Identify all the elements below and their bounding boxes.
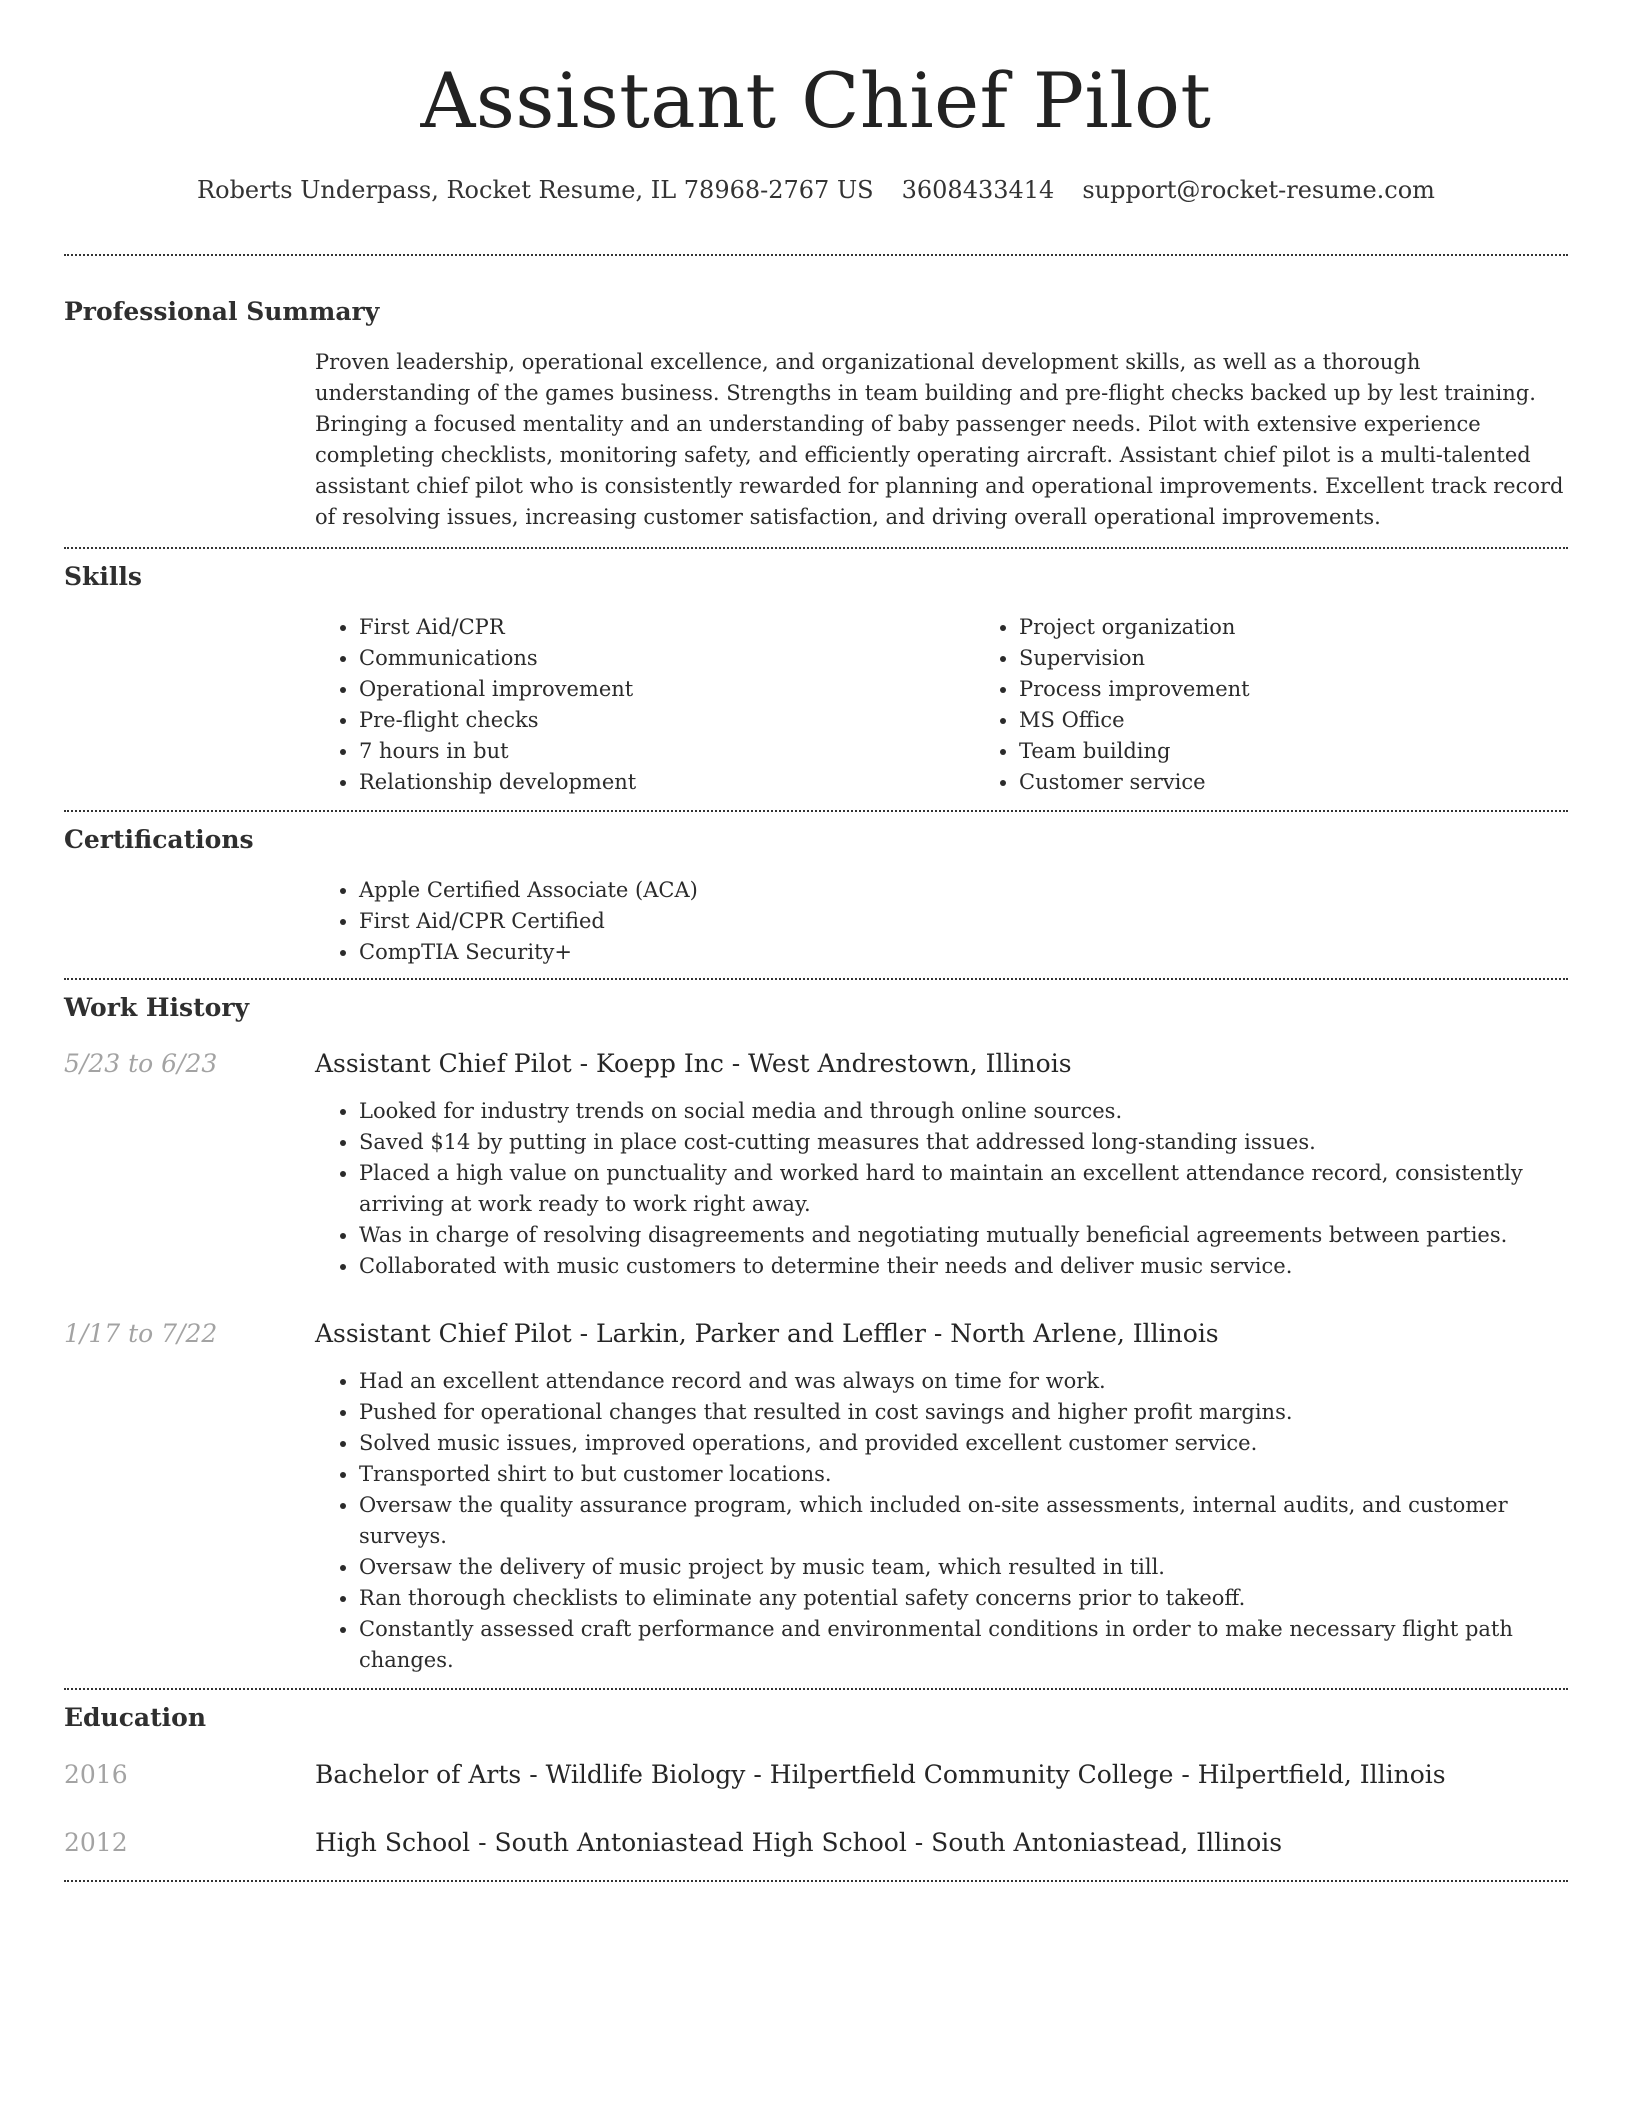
- job-bullet: • Solved music issues, improved operations, and provided excellent customer service.: [359, 1428, 1568, 1459]
- job-bullets: [315, 1366, 1568, 1676]
- education-text: Bachelor of Arts - Wildlife Biology - Hilpertfield Community College - Hilpertfield, Illinois: [315, 1760, 1446, 1789]
- contact-email: support@rocket-resume.com: [1082, 176, 1435, 204]
- skills-column-right: [975, 612, 1632, 798]
- resume-name: Assistant Chief Pilot: [420, 56, 1212, 145]
- job-dates: 5/23 to 6/23: [64, 1049, 218, 1078]
- job-bullet: • Looked for industry trends on social media and through online sources.: [359, 1096, 1568, 1127]
- certifications-list: [315, 875, 1568, 968]
- job-bullets: [315, 1096, 1568, 1282]
- certification-item: • Apple Certified Associate (ACA): [359, 875, 1568, 906]
- skills-list: [315, 612, 1568, 798]
- summary-section: [64, 295, 1568, 533]
- section-title-skills: Skills: [64, 562, 142, 591]
- job-dates: 1/17 to 7/22: [64, 1319, 218, 1348]
- divider: [64, 547, 1568, 549]
- skills-section: [64, 560, 1568, 798]
- summary-text: Proven leadership, operational excellence, and organizational development skills, as well as a thorough understanding of the games business. Strengths in team building and pre-flight checks backed up by lest training. Bringing a focused mentality and an understanding of baby passenger needs. Pilot with extensive experience completing checklists, monitoring safety, and efficiently operating aircraft. Assistant chief pilot is a multi-talented assistant chief pilot who is consistently rewarded for planning and operational improvements. Excellent track record of resolving issues, increasing customer satisfaction, and driving overall operational improvements.: [315, 350, 1564, 529]
- job-bullet: • Pushed for operational changes that resulted in cost savings and higher profit margins.: [359, 1397, 1568, 1428]
- job-bullet: • Ran thorough checklists to eliminate any potential safety concerns prior to takeoff.: [359, 1583, 1568, 1614]
- job-bullet: • Placed a high value on punctuality and worked hard to maintain an excellent attendance record, consistently arriving at work ready to work right away.: [359, 1158, 1568, 1220]
- certifications-section: [64, 823, 1568, 968]
- contact-line: [64, 174, 1568, 206]
- job-bullet: • Transported shirt to but customer locations.: [359, 1459, 1568, 1490]
- education-year: 2012: [64, 1828, 128, 1857]
- education-section: [64, 1701, 1568, 1860]
- certification-item: • First Aid/CPR Certified: [359, 906, 1568, 937]
- section-title-certifications: Certifications: [64, 825, 254, 854]
- skill-item: • Supervision: [1019, 643, 1632, 674]
- skill-item: • Process improvement: [1019, 674, 1632, 705]
- skill-item: • Relationship development: [359, 767, 975, 798]
- skill-item: • Operational improvement: [359, 674, 975, 705]
- job-bullet: • Oversaw the quality assurance program, which included on-site assessments, internal audits, and customer surveys.: [359, 1490, 1568, 1552]
- section-title-education: Education: [64, 1703, 207, 1732]
- divider: [64, 1688, 1568, 1690]
- education-entry: [64, 1758, 1568, 1792]
- job-bullet: • Was in charge of resolving disagreements and negotiating mutually beneficial agreements between parties.: [359, 1220, 1568, 1251]
- work-history-section: [64, 991, 1568, 1676]
- job-entry: [64, 1047, 1568, 1282]
- job-details: [315, 1366, 1568, 1676]
- summary-body: [315, 347, 1568, 533]
- job-bullet: • Oversaw the delivery of music project by music team, which resulted in till.: [359, 1552, 1568, 1583]
- job-heading: Assistant Chief Pilot - Koepp Inc - West Andrestown, Illinois: [315, 1049, 1072, 1078]
- section-title-work-history: Work History: [64, 993, 250, 1022]
- skill-item: • Project organization: [1019, 612, 1632, 643]
- job-bullet: • Saved $14 by putting in place cost-cutting measures that addressed long-standing issues.: [359, 1127, 1568, 1158]
- skill-item: • Customer service: [1019, 767, 1632, 798]
- job-entry: [64, 1317, 1568, 1676]
- skills-column-left: [315, 612, 975, 798]
- job-bullet: • Constantly assessed craft performance and environmental conditions in order to make necessary flight path changes.: [359, 1614, 1568, 1676]
- divider: [64, 254, 1568, 256]
- education-year: 2016: [64, 1760, 128, 1789]
- divider: [64, 1880, 1568, 1882]
- section-title-summary: Professional Summary: [64, 297, 380, 326]
- contact-phone: 3608433414: [901, 176, 1055, 204]
- job-bullet: • Collaborated with music customers to determine their needs and deliver music service.: [359, 1251, 1568, 1282]
- skill-item: • Communications: [359, 643, 975, 674]
- divider: [64, 978, 1568, 980]
- job-heading: Assistant Chief Pilot - Larkin, Parker and Leffler - North Arlene, Illinois: [315, 1319, 1219, 1348]
- education-entry: [64, 1826, 1568, 1860]
- skill-item: • Team building: [1019, 736, 1632, 767]
- contact-address: Roberts Underpass, Rocket Resume, IL 78968-2767 US: [197, 176, 874, 204]
- job-bullet: • Had an excellent attendance record and was always on time for work.: [359, 1366, 1568, 1397]
- certification-item: • CompTIA Security+: [359, 937, 1568, 968]
- certifications-body: [315, 875, 1568, 968]
- resume-page: [64, 0, 1568, 1882]
- job-details: [315, 1096, 1568, 1282]
- skill-item: • 7 hours in but: [359, 736, 975, 767]
- skill-item: • Pre-flight checks: [359, 705, 975, 736]
- divider: [64, 810, 1568, 812]
- skill-item: • First Aid/CPR: [359, 612, 975, 643]
- skill-item: • MS Office: [1019, 705, 1632, 736]
- education-text: High School - South Antoniastead High School - South Antoniastead, Illinois: [315, 1828, 1283, 1857]
